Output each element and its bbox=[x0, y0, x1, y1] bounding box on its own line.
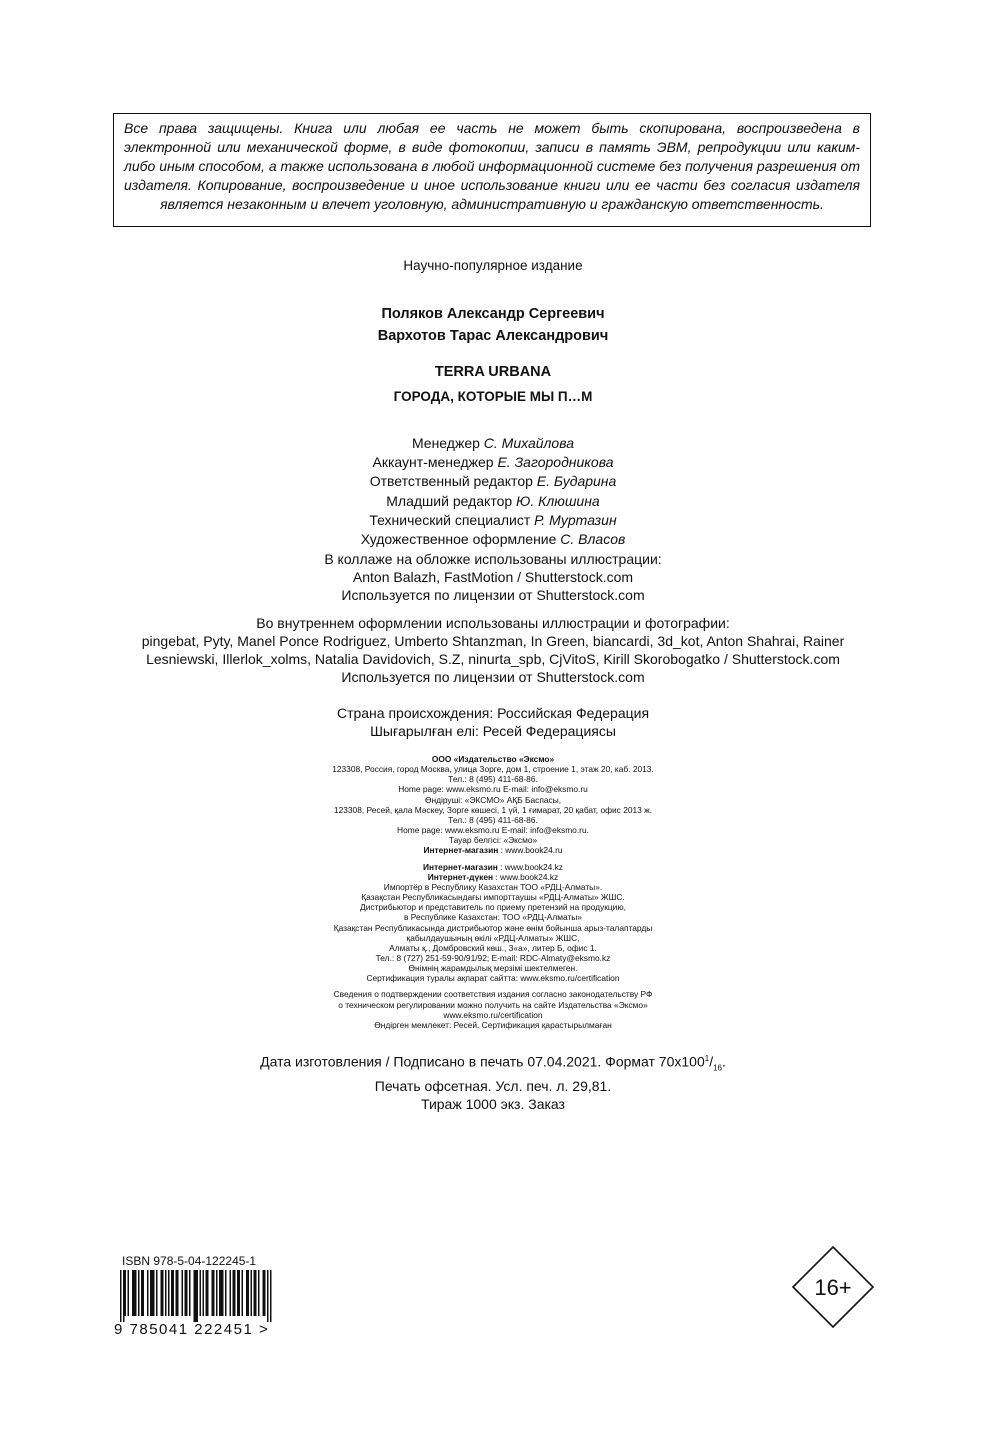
book-title: TERRA URBANA bbox=[434, 364, 552, 380]
barcode-bar bbox=[189, 1270, 191, 1316]
age-rating-text: 16+ bbox=[814, 1275, 852, 1300]
publisher-line: ООО «Издательство «Эксмо» bbox=[431, 754, 555, 764]
barcode-bar bbox=[221, 1270, 223, 1316]
publisher-line: Тел.: 8 (495) 411-68-86. bbox=[448, 774, 538, 785]
barcode-bar bbox=[176, 1270, 178, 1316]
publisher-line: Тел.: 8 (495) 411-68-86. bbox=[448, 814, 538, 825]
publisher-line: Сведения о подтверждении соответствия издания согласно законодательству РФ bbox=[333, 989, 653, 1000]
edition-type: Научно-популярное издание bbox=[403, 258, 583, 273]
publisher-line: Home page: www.eksmo.ru E-mail: info@eksmo.ru bbox=[398, 784, 588, 795]
barcode-bar bbox=[246, 1270, 248, 1316]
barcode-bar bbox=[194, 1270, 196, 1322]
rights-notice-box bbox=[113, 113, 871, 227]
print-info bbox=[0, 1050, 986, 1113]
barcode-bar bbox=[237, 1270, 239, 1316]
barcode-bar bbox=[212, 1270, 214, 1316]
barcode-bar bbox=[254, 1270, 256, 1316]
barcode-bar bbox=[197, 1270, 199, 1322]
publisher-line: қабылдаушының өкілі «РДЦ-Алматы» ЖШС, bbox=[406, 932, 580, 943]
barcode-bar bbox=[233, 1270, 235, 1316]
publisher-line: Дистрибьютор и представитель по приему претензий на продукцию, bbox=[360, 902, 626, 913]
barcode-bar bbox=[132, 1270, 134, 1316]
staff-role: Аккаунт-менеджер bbox=[372, 454, 494, 471]
staff-role: Художественное оформление bbox=[360, 531, 557, 548]
barcode-bar bbox=[143, 1270, 145, 1316]
publisher-line: Интернет-магазин : www.book24.kz bbox=[423, 861, 563, 872]
inner-credits bbox=[110, 614, 876, 686]
book-subtitle: ГОРОДА, КОТОРЫЕ МЫ П…М bbox=[393, 389, 593, 404]
print-info-line-3: Тираж 1000 экз. Заказ bbox=[421, 1096, 565, 1113]
inner-credits-heading: Во внутреннем оформлении использованы иллюстрации и фотографии: bbox=[256, 615, 730, 631]
staff-line bbox=[0, 530, 986, 549]
publisher-line: Қазақстан Республикасында дистрибьютор және өнім бойынша арыз-талаптарды bbox=[333, 922, 653, 933]
publisher-line: о техническом регулировании можно получить на сайте Издательства «Эксмо» bbox=[338, 999, 648, 1010]
publisher-line: Сертификация туралы ақпарат сайтта: www.eksmo.ru/certification bbox=[366, 973, 620, 984]
staff-name: С. Власов bbox=[560, 531, 626, 548]
barcode-bar bbox=[219, 1270, 221, 1316]
origin-country-kz: Шығарылған елі: Ресей Федерациясы bbox=[370, 723, 616, 739]
barcode-bar bbox=[255, 1270, 257, 1316]
age-rating-badge bbox=[791, 1245, 875, 1329]
publisher-group-c bbox=[0, 989, 986, 1030]
print-info-line-1: Дата изготовления / Подписано в печать 07.04.2021. Формат $70x100^1/_{16}$. bbox=[260, 1053, 726, 1073]
publisher-line: Қазақстан Республикасындағы импорттаушы «РДЦ-Алматы» ЖШС. bbox=[361, 892, 625, 903]
publisher-line: Өнімнің жарамдылық мерзімі шектелмеген. bbox=[408, 963, 578, 974]
staff-name: С. Михайлова bbox=[483, 435, 575, 451]
barcode-bar bbox=[248, 1270, 250, 1316]
barcode-bar bbox=[206, 1270, 208, 1316]
cover-credits-names: Anton Balazh, FastMotion / Shutterstock.com bbox=[352, 569, 634, 585]
barcode-bar bbox=[138, 1270, 140, 1316]
barcode-bar bbox=[171, 1270, 173, 1316]
barcode-bar bbox=[173, 1270, 175, 1316]
staff-line bbox=[0, 492, 986, 511]
barcode-bar bbox=[135, 1270, 137, 1316]
barcode-bar bbox=[225, 1270, 227, 1316]
barcode-bar bbox=[263, 1270, 265, 1316]
barcode-bar bbox=[128, 1270, 130, 1316]
barcode-bar bbox=[200, 1270, 202, 1316]
staff-line bbox=[0, 434, 986, 453]
rights-notice-text: Все права защищены. Книга или любая ее часть не может быть скопирована, воспроизведена в электронной или механической форме, в виде фотокопии, записи в память ЭВМ, репродукции или каким-либо иным способом, а также использована в любой информационной системе без получения разрешения от издателя. Копирование, воспроизведение и иное использование книги или ее части без согласия издателя является незаконным и влечет уголовную, административную и гражданскую ответственность. bbox=[124, 120, 860, 212]
staff-line bbox=[0, 511, 986, 530]
barcode-bar bbox=[239, 1270, 241, 1316]
staff-name: Е. Бударина bbox=[536, 473, 617, 490]
barcode-bar bbox=[168, 1270, 170, 1316]
barcode-bar bbox=[147, 1270, 149, 1316]
barcode-bar bbox=[125, 1270, 127, 1316]
publisher-block bbox=[0, 754, 986, 1030]
publisher-line: Тауар белгісі: «Эксмо» bbox=[448, 835, 538, 846]
barcode-bar bbox=[195, 1270, 197, 1322]
barcode-bar bbox=[270, 1270, 272, 1322]
barcode-bar bbox=[222, 1270, 224, 1316]
origin-block bbox=[0, 704, 986, 740]
publisher-group-b bbox=[0, 862, 986, 984]
staff-role: Технический специалист bbox=[369, 511, 531, 528]
barcode-bar bbox=[264, 1270, 266, 1316]
barcode-bar bbox=[153, 1270, 155, 1316]
publisher-line: www.eksmo.ru/certification bbox=[443, 1009, 543, 1020]
barcode-bar bbox=[234, 1270, 236, 1316]
staff-role: Менеджер bbox=[411, 435, 480, 451]
print-info-line-2: Печать офсетная. Усл. печ. л. 29,81. bbox=[374, 1078, 612, 1095]
barcode-bar bbox=[150, 1270, 152, 1316]
barcode-bar bbox=[216, 1270, 218, 1316]
staff-role: Младший редактор bbox=[386, 492, 513, 509]
barcode-bar bbox=[203, 1270, 205, 1316]
publisher-line: Интернет-дүкен : www.book24.kz bbox=[427, 871, 559, 882]
barcode-bar bbox=[230, 1270, 232, 1316]
barcode-bar bbox=[134, 1270, 136, 1316]
barcode-bar bbox=[207, 1270, 209, 1316]
barcode-bar bbox=[123, 1270, 125, 1322]
publisher-group-a bbox=[0, 754, 986, 856]
barcode-bar bbox=[213, 1270, 215, 1316]
cover-credits-heading: В коллаже на обложке использованы иллюстрации: bbox=[324, 551, 662, 567]
publisher-line: Өндірген мемлекет: Ресей. Сертификация қарастырылмаған bbox=[374, 1019, 612, 1030]
publisher-line: Алматы қ., Домбровский көш., 3«а», литер Б, офис 1. bbox=[389, 942, 597, 953]
cover-credits-license: Используется по лицензии от Shutterstock.com bbox=[341, 587, 645, 603]
staff-line bbox=[0, 453, 986, 472]
publisher-line: Интернет-магазин : www.book24.ru bbox=[423, 845, 563, 856]
barcode-bar bbox=[185, 1270, 187, 1316]
barcode-bar bbox=[161, 1270, 163, 1316]
publisher-line: Өндіруші: «ЭКСМО» АҚБ Баспасы, bbox=[424, 794, 562, 805]
staff-line bbox=[0, 472, 986, 491]
isbn-label: ISBN 978-5-04-122245-1 bbox=[122, 1254, 257, 1268]
barcode-bar bbox=[267, 1270, 269, 1322]
inner-credits-license: Используется по лицензии от Shutterstock.com bbox=[341, 669, 645, 685]
origin-country-ru: Страна происхождения: Российская Федерация bbox=[336, 705, 650, 721]
barcode-bar bbox=[120, 1270, 122, 1322]
barcode-bar bbox=[152, 1270, 154, 1316]
publisher-line: Импортёр в Республику Казахстан ТОО «РДЦ-Алматы». bbox=[383, 881, 603, 892]
staff-name: Р. Муртазин bbox=[534, 511, 617, 528]
publisher-line: 123308, Ресей, қала Мәскеу, Зорге көшесі, 1 үй, 1 ғимарат, 20 қабат, офис 2013 ж. bbox=[333, 804, 653, 815]
barcode-bar bbox=[182, 1270, 184, 1316]
author-1: Поляков Александр Сергеевич bbox=[381, 306, 605, 322]
barcode-bar bbox=[186, 1270, 188, 1316]
barcode-image bbox=[120, 1270, 280, 1322]
barcode-bar bbox=[251, 1270, 253, 1316]
publisher-line: в Республике Казахстан: ТОО «РДЦ-Алматы» bbox=[404, 912, 582, 923]
barcode-bar bbox=[156, 1270, 158, 1316]
barcode-bar bbox=[258, 1270, 260, 1316]
cover-credits bbox=[0, 550, 986, 604]
staff-role: Ответственный редактор bbox=[369, 473, 533, 490]
publisher-line: 123308, Россия, город Москва, улица Зорге, дом 1, строение 1, этаж 20, каб. 2013. bbox=[332, 764, 654, 775]
staff-list bbox=[0, 434, 986, 549]
publisher-line: Home page: www.eksmo.ru E-mail: info@eksmo.ru. bbox=[397, 825, 589, 836]
publisher-line: Тел.: 8 (727) 251-59-90/91/92; E-mail: RDC-Almaty@eksmo.kz bbox=[375, 952, 611, 963]
barcode-bar bbox=[177, 1270, 179, 1316]
author-2: Вархотов Тарас Александрович bbox=[377, 328, 609, 344]
barcode-bar bbox=[141, 1270, 143, 1316]
inner-credits-names: pingebat, Pyty, Manel Ponce Rodriguez, Umberto Shtanzman, In Green, biancardi, 3d_kot, Anton Shahrai, Rainer Lesniewski, Illerlok_xolms, Natalia Davidovich, S.Z, ninurta_spb, CjVitoS, Kirill Skorobogatko / Shutterstock.com bbox=[141, 633, 845, 667]
authors bbox=[0, 303, 986, 347]
barcode-bar bbox=[165, 1270, 167, 1316]
barcode-digits: 9 785041 222451 > bbox=[114, 1321, 270, 1338]
staff-name: Ю. Клюшина bbox=[516, 492, 600, 509]
staff-name: Е. Загородникова bbox=[497, 454, 614, 471]
barcode-bar bbox=[162, 1270, 164, 1316]
barcode-bar bbox=[242, 1270, 244, 1316]
